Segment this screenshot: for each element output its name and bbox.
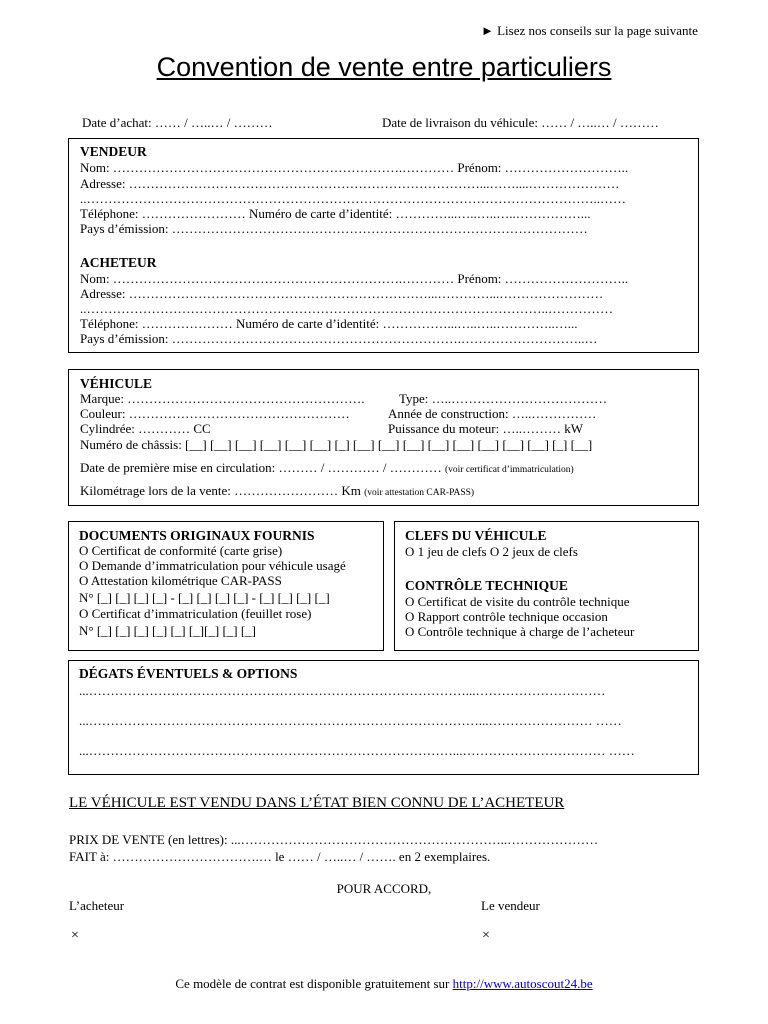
vehicule-km-note: (voir attestation CAR-PASS) xyxy=(364,488,475,498)
fait-a: FAIT à: …………………………….… le …… / …..… / ……. en 2 exemplaires. xyxy=(69,849,491,864)
vendeur-adresse-2: ..………………………………………………………………………………………………………..…… xyxy=(80,191,626,206)
controle-item-1: O Certificat de visite du contrôle technique xyxy=(405,594,630,609)
controle-item-2: O Rapport contrôle technique occasion xyxy=(405,609,608,624)
date-achat: Date d’achat: …… / …..… / ……… xyxy=(82,115,273,130)
vehicule-circulation-note: (voir certificat d’immatriculation) xyxy=(445,465,574,475)
etat-statement: LE VÉHICULE EST VENDU DANS L’ÉTAT BIEN CONNU DE L’ACHETEUR xyxy=(69,795,565,811)
clefs-heading: CLEFS DU VÉHICULE xyxy=(405,528,547,543)
acheteur-signature-cross-icon: × xyxy=(71,928,79,943)
footer xyxy=(0,976,768,991)
documents-heading: DOCUMENTS ORIGINAUX FOURNIS xyxy=(79,528,315,543)
vehicule-type: Type: …..……………………………… xyxy=(399,391,608,406)
vehicule-marque: Marque: ………………………………………………. xyxy=(80,391,365,406)
controle-heading: CONTRÔLE TECHNIQUE xyxy=(405,578,568,593)
vehicule-km-text: Kilométrage lors de la vente: …………………… Km xyxy=(80,483,361,498)
vendeur-signature-cross-icon: × xyxy=(482,928,490,943)
acheteur-adresse-2: ..……………………………………………………………………………………………..…………… xyxy=(80,301,613,316)
degats-heading: DÉGATS ÉVENTUELS & OPTIONS xyxy=(79,666,298,681)
acheteur-heading: ACHETEUR xyxy=(80,255,157,270)
carpass-number: N° [_] [_] [_] [_] - [_] [_] [_] [_] - [_] [_] [_] [_] xyxy=(79,590,330,605)
top-note: ► Lisez nos conseils sur la page suivante xyxy=(481,23,698,38)
clefs-option: O 1 jeu de clefs O 2 jeux de clefs xyxy=(405,544,578,559)
vehicule-annee: Année de construction: …..…………… xyxy=(388,406,597,421)
documents-item-2: O Demande d’immatriculation pour véhicule usagé xyxy=(79,558,346,573)
vendeur-adresse: Adresse: ………………………………………………………………………...……....………………… xyxy=(80,176,620,191)
vehicule-cylindree: Cylindrée: ………… CC xyxy=(80,421,211,436)
degats-line-2: ...………………………………………………………………………………...…………………… …… xyxy=(79,713,622,728)
documents-item-3: O Attestation kilométrique CAR-PASS xyxy=(79,573,282,588)
pour-accord: POUR ACCORD, xyxy=(336,881,432,896)
vehicule-chassis: Numéro de châssis: [__] [__] [__] [__] [__] [__] [_] [__] [__] [__] [__] [__] [__] [__] [__] [_] [__] xyxy=(80,437,593,452)
date-livraison: Date de livraison du véhicule: …… / …..… / ……… xyxy=(382,115,659,130)
acheteur-pays: Pays d’émission: ………………………………………………………….………………………..… xyxy=(80,331,598,346)
vendeur-signature-label: Le vendeur xyxy=(481,898,540,913)
vehicule-couleur: Couleur: …………………………………………… xyxy=(80,406,350,421)
page-title: Convention de vente entre particuliers xyxy=(156,52,612,82)
vendeur-telephone: Téléphone: …………………… Numéro de carte d’identité: …………...…..…..…..……………... xyxy=(80,206,591,221)
acheteur-telephone: Téléphone: ………………… Numéro de carte d’identité: ……………...…..…..…………..…... xyxy=(80,316,578,331)
vehicule-heading: VÉHICULE xyxy=(80,376,153,391)
vehicule-km xyxy=(80,483,474,501)
prix-de-vente: PRIX DE VENTE (en lettres): ...……………………………………………………..………………… xyxy=(69,832,599,847)
vendeur-pays: Pays d’émission: …………………………………………………………………………………… xyxy=(80,221,588,236)
footer-link[interactable]: http://www.autoscout24.be xyxy=(452,976,593,991)
vehicule-puissance: Puissance du moteur: …..……… kW xyxy=(388,421,583,436)
degats-line-3: ...…………………………………………………………………………...…………………………… …… xyxy=(79,743,635,758)
acheteur-adresse: Adresse: ……………………………………………………………...…………...…………………… xyxy=(80,286,604,301)
acheteur-signature-label: L’acheteur xyxy=(69,898,125,913)
documents-item-4: O Certificat d’immatriculation (feuillet rose) xyxy=(79,606,312,621)
vehicule-circulation-text: Date de première mise en circulation: ……… / ………… / ………… xyxy=(80,460,442,475)
vendeur-nom: Nom: ………………………………………………………….………… Prénom: ……………………….. xyxy=(80,160,629,175)
vendeur-heading: VENDEUR xyxy=(80,144,147,159)
acheteur-nom: Nom: ………………………………………………………….………… Prénom: ……………………….. xyxy=(80,271,629,286)
controle-item-3: O Contrôle technique à charge de l’acheteur xyxy=(405,624,635,639)
documents-item-1: O Certificat de conformité (carte grise) xyxy=(79,543,283,558)
footer-text: Ce modèle de contrat est disponible gratuitement sur xyxy=(175,976,450,991)
immat-number: N° [_] [_] [_] [_] [_] [_][_] [_] [_] xyxy=(79,623,257,638)
degats-line-1: ...……………………………………………………………………………...………………………… xyxy=(79,683,606,698)
vehicule-circulation xyxy=(80,460,574,478)
